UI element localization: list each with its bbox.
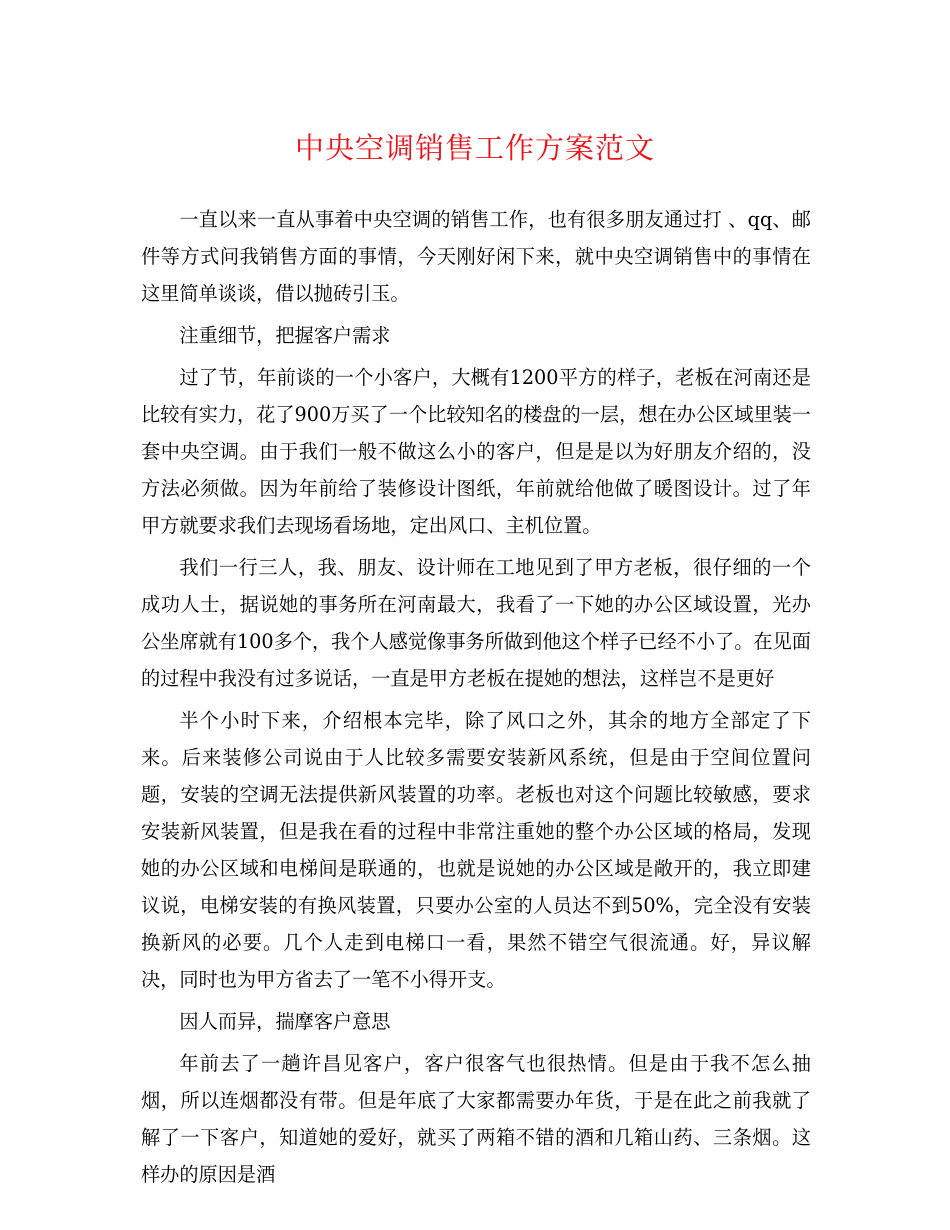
document-body [141,201,811,1198]
paragraph-xuchang-visit: 年前去了一趟许昌见客户，客户很客气也很热情。但是由于我不怎么抽烟，所以连烟都没有带。但是年底了大家都需要办年货，于是在此之前我就了解了一下客户，知道她的爱好，就买了两箱不错的酒和几箱山药、三条烟。这样办的原因是酒 [141,1052,811,1186]
document-title: 中央空调销售工作方案范文 [294,131,655,165]
section-heading-client-intent: 因人而异，揣摩客户意思 [179,1010,391,1033]
paragraph-fresh-air: 半个小时下来，介绍根本完毕，除了风口之外，其余的地方全部定了下来。后来装修公司说由于人比较多需要安装新风系统，但是由于空间位置问题，安装的空调无法提供新风装置的功率。老板也对这个问题比较敏感，要求安装新风装置，但是我在看的过程中非常注重她的整个办公区域的格局，发现她的办公区域和电梯间是联通的，也就是说她的办公区域是敞开的，我立即建议说，电梯安装的有换风装置，只要办公室的人员达不到50%，完全没有安装换新风的必要。几个人走到电梯口一看，果然不错空气很流通。好，异议解决，同时也为甲方省去了一笔不小得开支。 [141,709,811,991]
section-heading-details: 注重细节，把握客户需求 [179,324,391,347]
paragraph-small-client: 过了节，年前谈的一个小客户，大概有1200平方的样子，老板在河南还是比较有实力，花了900万买了一个比较知名的楼盘的一层，想在办公区域里装一套中央空调。由于我们一般不做这么小的客户，但是是以为好朋友介绍的，没方法必须做。因为年前给了装修设计图纸，年前就给他做了暖图设计。过了年甲方就要求我们去现场看场地，定出风口、主机位置。 [141,366,811,537]
paragraph-intro: 一直以来一直从事着中央空调的销售工作，也有很多朋友通过打 、qq、邮件等方式问我销售方面的事情，今天刚好闲下来，就中央空调销售中的事情在这里简单谈谈，借以抛砖引玉。 [141,208,811,305]
paragraph-site-visit: 我们一行三人，我、朋友、设计师在工地见到了甲方老板，很仔细的一个成功人士，据说她的事务所在河南最大，我看了一下她的办公区域设置，光办公坐席就有100多个，我个人感觉像事务所做到他这个样子已经不小了。在见面的过程中我没有过多说话，一直是甲方老板在提她的想法，这样岂不是更好 [141,556,811,690]
